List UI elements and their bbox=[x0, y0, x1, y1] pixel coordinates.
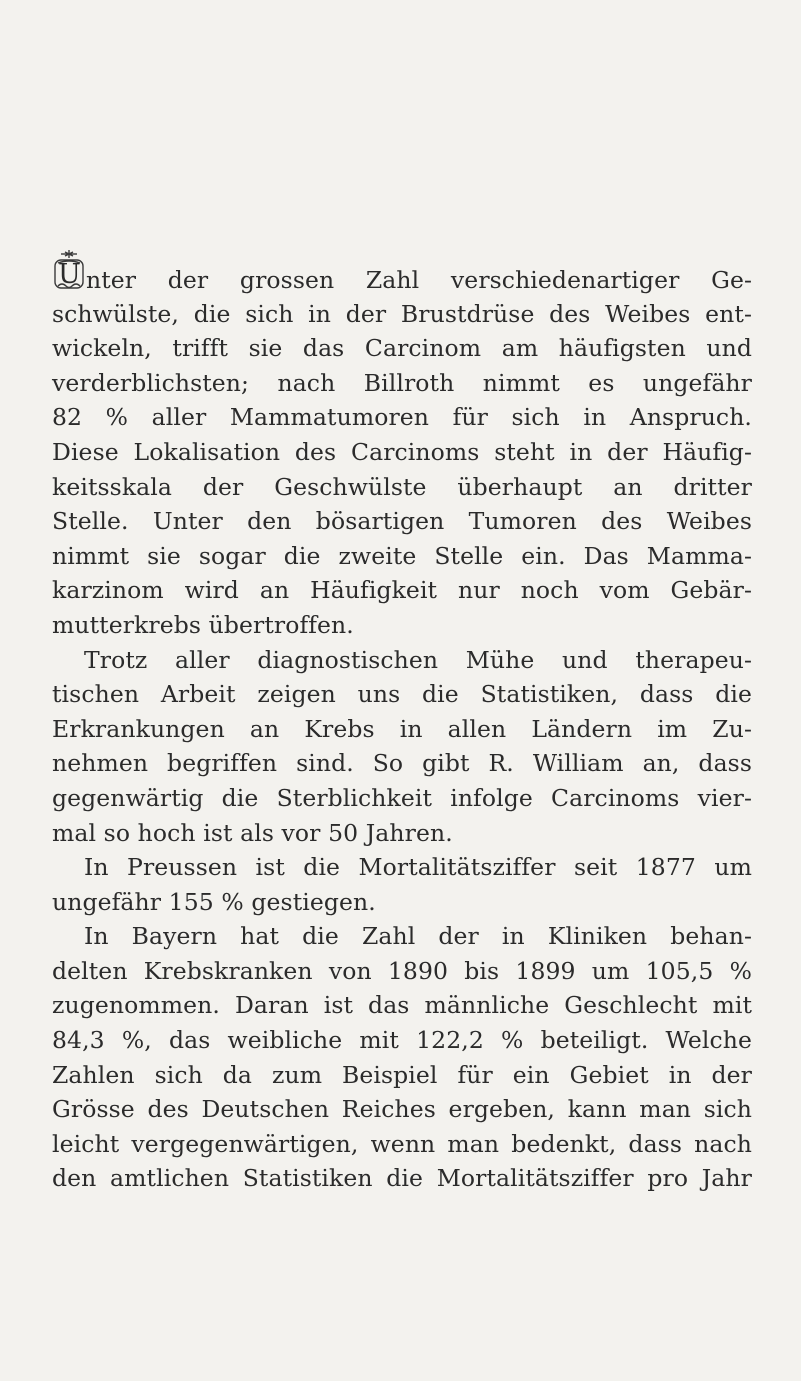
text-line: ungefähr 155 % gestiegen. bbox=[52, 887, 376, 916]
text-line: Erkrankungen an Krebs in allen Ländern im Zu- bbox=[52, 714, 752, 743]
text-line: delten Krebskranken von 1890 bis 1899 um 105,5 % bbox=[52, 956, 752, 985]
text-line: schwülste, die sich in der Brustdrüse des Weibes ent- bbox=[52, 299, 752, 328]
text-line: tischen Arbeit zeigen uns die Statistiken, dass die bbox=[52, 680, 752, 709]
text-line: leicht vergegenwärtigen, wenn man bedenkt, dass nach bbox=[52, 1129, 752, 1158]
decorated-initial bbox=[52, 259, 86, 292]
text-line: nehmen begriffen sind. So gibt R. William an, dass bbox=[52, 749, 752, 778]
text-line: Trotz aller diagnostischen Mühe und therapeu- bbox=[84, 645, 752, 674]
text-line: karzinom wird an Häufigkeit nur noch vom Gebär- bbox=[52, 576, 752, 605]
initial-letter: U bbox=[58, 259, 81, 290]
text-line: den amtlichen Statistiken die Mortalitätsziffer pro Jahr bbox=[52, 1164, 752, 1193]
text-line-content: nter der grossen Zahl verschiedenartiger Ge- bbox=[86, 266, 752, 294]
text-line: mal so hoch ist als vor 50 Jahren. bbox=[52, 818, 453, 847]
text-line: Zahlen sich da zum Beispiel für ein Gebiet in der bbox=[52, 1060, 752, 1089]
body-text bbox=[52, 259, 752, 1196]
text-line: mutterkrebs übertroffen. bbox=[52, 610, 354, 639]
text-line: Stelle. Unter den bösartigen Tumoren des Weibes bbox=[52, 507, 752, 536]
text-line: verderblichsten; nach Billroth nimmt es ungefähr bbox=[52, 368, 752, 397]
text-line: Grösse des Deutschen Reiches ergeben, kann man sich bbox=[52, 1095, 752, 1124]
text-line: 84,3 %, das weibliche mit 122,2 % beteiligt. Welche bbox=[52, 1026, 752, 1055]
text-line: Diese Lokalisation des Carcinoms steht in der Häufig- bbox=[52, 437, 752, 466]
text-line bbox=[52, 259, 752, 297]
text-line: In Bayern hat die Zahl der in Kliniken behan- bbox=[84, 922, 752, 951]
text-line: 82 % aller Mammatumoren für sich in Anspruch. bbox=[52, 403, 752, 432]
text-line: wickeln, trifft sie das Carcinom am häufigsten und bbox=[52, 334, 752, 363]
text-line: keitsskala der Geschwülste überhaupt an dritter bbox=[52, 472, 752, 501]
text-line: zugenommen. Daran ist das männliche Geschlecht mit bbox=[52, 991, 752, 1020]
text-line: gegenwärtig die Sterblichkeit infolge Carcinoms vier- bbox=[52, 783, 752, 812]
text-line: nimmt sie sogar die zweite Stelle ein. Das Mamma- bbox=[52, 541, 752, 570]
text-line: In Preussen ist die Mortalitätsziffer seit 1877 um bbox=[84, 853, 752, 882]
